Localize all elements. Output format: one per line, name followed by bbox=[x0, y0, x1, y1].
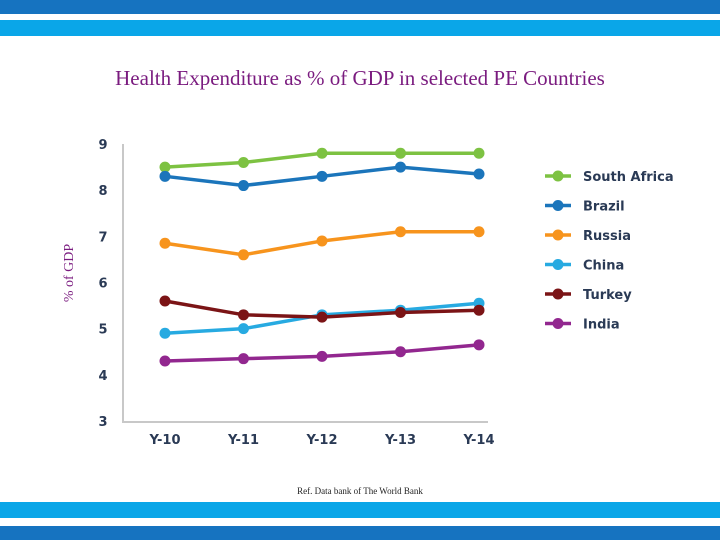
data-point-india bbox=[160, 355, 171, 366]
legend-label-south-africa: South Africa bbox=[583, 170, 674, 185]
data-point-turkey bbox=[160, 295, 171, 306]
x-tick-label: Y-12 bbox=[306, 433, 338, 448]
legend-marker-india bbox=[553, 318, 564, 329]
data-point-turkey bbox=[238, 309, 249, 320]
y-tick-label: 3 bbox=[98, 415, 108, 430]
legend-marker-china bbox=[553, 259, 564, 270]
data-point-south-africa bbox=[317, 148, 328, 159]
data-point-china bbox=[238, 323, 249, 334]
bottom-band-light bbox=[0, 502, 720, 518]
y-tick-label: 9 bbox=[98, 138, 108, 153]
data-point-brazil bbox=[238, 180, 249, 191]
data-point-china bbox=[160, 328, 171, 339]
data-point-brazil bbox=[317, 171, 328, 182]
data-point-russia bbox=[238, 249, 249, 260]
data-point-south-africa bbox=[395, 148, 406, 159]
data-point-russia bbox=[317, 235, 328, 246]
legend-marker-south-africa bbox=[553, 171, 564, 182]
legend-label-india: India bbox=[583, 317, 620, 333]
reference-note: Ref. Data bank of The World Bank bbox=[297, 486, 423, 496]
y-tick-label: 5 bbox=[98, 322, 108, 338]
slide-title: Health Expenditure as % of GDP in selected PE Countries bbox=[115, 66, 605, 90]
y-tick-label: 7 bbox=[98, 230, 108, 246]
legend-label-turkey: Turkey bbox=[583, 288, 632, 303]
data-point-south-africa bbox=[474, 148, 485, 159]
data-point-india bbox=[238, 353, 249, 364]
data-point-russia bbox=[474, 226, 485, 237]
data-point-india bbox=[474, 339, 485, 350]
data-point-turkey bbox=[474, 305, 485, 316]
data-point-russia bbox=[160, 238, 171, 249]
data-point-india bbox=[395, 346, 406, 357]
x-tick-label: Y-10 bbox=[149, 433, 181, 448]
legend-marker-russia bbox=[553, 230, 564, 241]
legend-label-china: China bbox=[583, 258, 625, 274]
data-point-brazil bbox=[474, 169, 485, 180]
data-point-brazil bbox=[395, 162, 406, 173]
data-point-brazil bbox=[160, 171, 171, 182]
x-tick-label: Y-14 bbox=[463, 433, 495, 448]
x-tick-label: Y-13 bbox=[385, 433, 416, 448]
x-tick-label: Y-11 bbox=[228, 433, 259, 448]
y-tick-label: 6 bbox=[98, 276, 108, 292]
data-point-turkey bbox=[395, 307, 406, 318]
y-tick-label: 8 bbox=[98, 184, 108, 200]
legend-label-russia: Russia bbox=[583, 229, 631, 244]
data-point-turkey bbox=[317, 312, 328, 323]
bottom-band-dark bbox=[0, 526, 720, 540]
legend-marker-brazil bbox=[553, 200, 564, 211]
y-tick-label: 4 bbox=[98, 368, 108, 384]
legend-label-brazil: Brazil bbox=[583, 199, 625, 215]
y-axis-label: % of GDP bbox=[62, 243, 77, 303]
legend-marker-turkey bbox=[553, 289, 564, 300]
data-point-russia bbox=[395, 226, 406, 237]
data-point-india bbox=[317, 351, 328, 362]
data-point-south-africa bbox=[238, 157, 249, 168]
